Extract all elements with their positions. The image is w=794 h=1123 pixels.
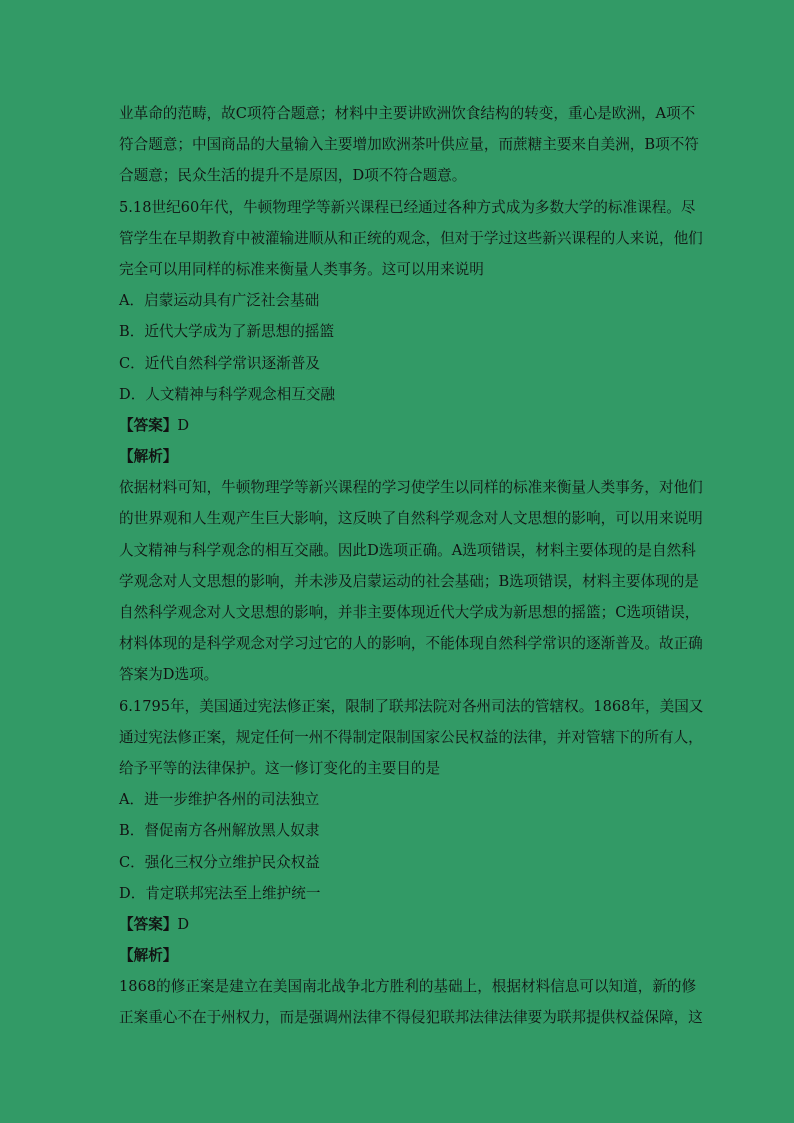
answer-value: D	[177, 416, 190, 434]
question-stem	[119, 192, 703, 286]
analysis-line: 依据材料可知，牛顿物理学等新兴课程的学习使学生以同样的标准来衡量人类事务，对他们	[119, 479, 703, 497]
analysis-line: 的世界观和人生观产生巨大影响，这反映了自然科学观念对人文思想的影响，可以用来说明	[119, 510, 703, 528]
option-d: D．肯定联邦宪法至上维护统一	[119, 884, 321, 902]
option-list	[119, 784, 679, 909]
analysis-body	[119, 472, 703, 690]
option-d: D．人文精神与科学观念相互交融	[119, 385, 336, 403]
text-line: 符合题意；中国商品的大量输入主要增加欧洲茶叶供应量，而蔗糖主要来自美洲，B项不符	[119, 136, 699, 154]
analysis-line: 答案为D选项。	[119, 666, 219, 684]
answer-line	[119, 410, 679, 441]
option-b: B．近代大学成为了新思想的摇篮	[119, 323, 335, 341]
question-5	[119, 192, 703, 691]
option-b: B．督促南方各州解放黑人奴隶	[119, 822, 320, 840]
stem-line: 6.1795年，美国通过宪法修正案，限制了联邦法院对各州司法的管辖权。1868年，美国又	[119, 697, 704, 715]
analysis-line: 人文精神与科学观念的相互交融。因此D选项正确。A选项错误，材料主要体现的是自然科	[119, 541, 696, 559]
stem-line: 给予平等的法律保护。这一修订变化的主要目的是	[119, 759, 441, 777]
stem-line: 通过宪法修正案，规定任何一州不得制定限制国家公民权益的法律，并对管辖下的所有人，	[119, 728, 703, 746]
text-line: 业革命的范畴，故C项符合题意；材料中主要讲欧洲饮食结构的转变，重心是欧洲，A项不	[119, 105, 696, 122]
analysis-line: 自然科学观念对人文思想的影响，并非主要体现近代大学成为新思想的摇篮；C选项错误，	[119, 604, 700, 621]
answer-line	[119, 909, 679, 940]
option-list	[119, 285, 679, 410]
answer-label: 【答案】	[119, 416, 178, 434]
question-6	[119, 691, 704, 1034]
option-a: A．启蒙运动具有广泛社会基础	[119, 292, 320, 310]
previous-analysis-continuation	[119, 98, 699, 192]
question-stem	[119, 691, 704, 785]
answer-value: D	[177, 915, 190, 933]
option-c: C．强化三权分立维护民众权益	[119, 853, 320, 871]
stem-line: 完全可以用同样的标准来衡量人类事务。这可以用来说明	[119, 260, 484, 278]
analysis-line: 正案重心不在于州权力，而是强调州法律不得侵犯联邦法律法律要为联邦提供权益保障，这	[119, 1009, 703, 1027]
analysis-line: 学观念对人文思想的影响，并未涉及启蒙运动的社会基础；B选项错误，材料主要体现的是	[119, 572, 699, 590]
option-a: A．进一步维护各州的司法独立	[119, 791, 320, 809]
stem-line: 管学生在早期教育中被灌输进顺从和正统的观念，但对于学过这些新兴课程的人来说，他们	[119, 229, 703, 247]
analysis-line: 材料体现的是科学观念对学习过它的人的影响，不能体现自然科学常识的逐渐普及。故正确	[119, 635, 703, 653]
stem-line: 5.18世纪60年代，牛顿物理学等新兴课程已经通过各种方式成为多数大学的标准课程。尽	[119, 198, 696, 216]
analysis-line: 1868的修正案是建立在美国南北战争北方胜利的基础上，根据材料信息可以知道，新的修	[119, 978, 697, 996]
analysis-label: 【解析】	[119, 448, 178, 466]
analysis-label: 【解析】	[119, 947, 178, 965]
text-line: 合题意；民众生活的提升不是原因，D项不符合题意。	[119, 167, 467, 185]
analysis-body	[119, 971, 703, 1033]
answer-label: 【答案】	[119, 915, 178, 933]
document-page	[119, 98, 704, 1034]
option-c: C．近代自然科学常识逐渐普及	[119, 354, 320, 372]
